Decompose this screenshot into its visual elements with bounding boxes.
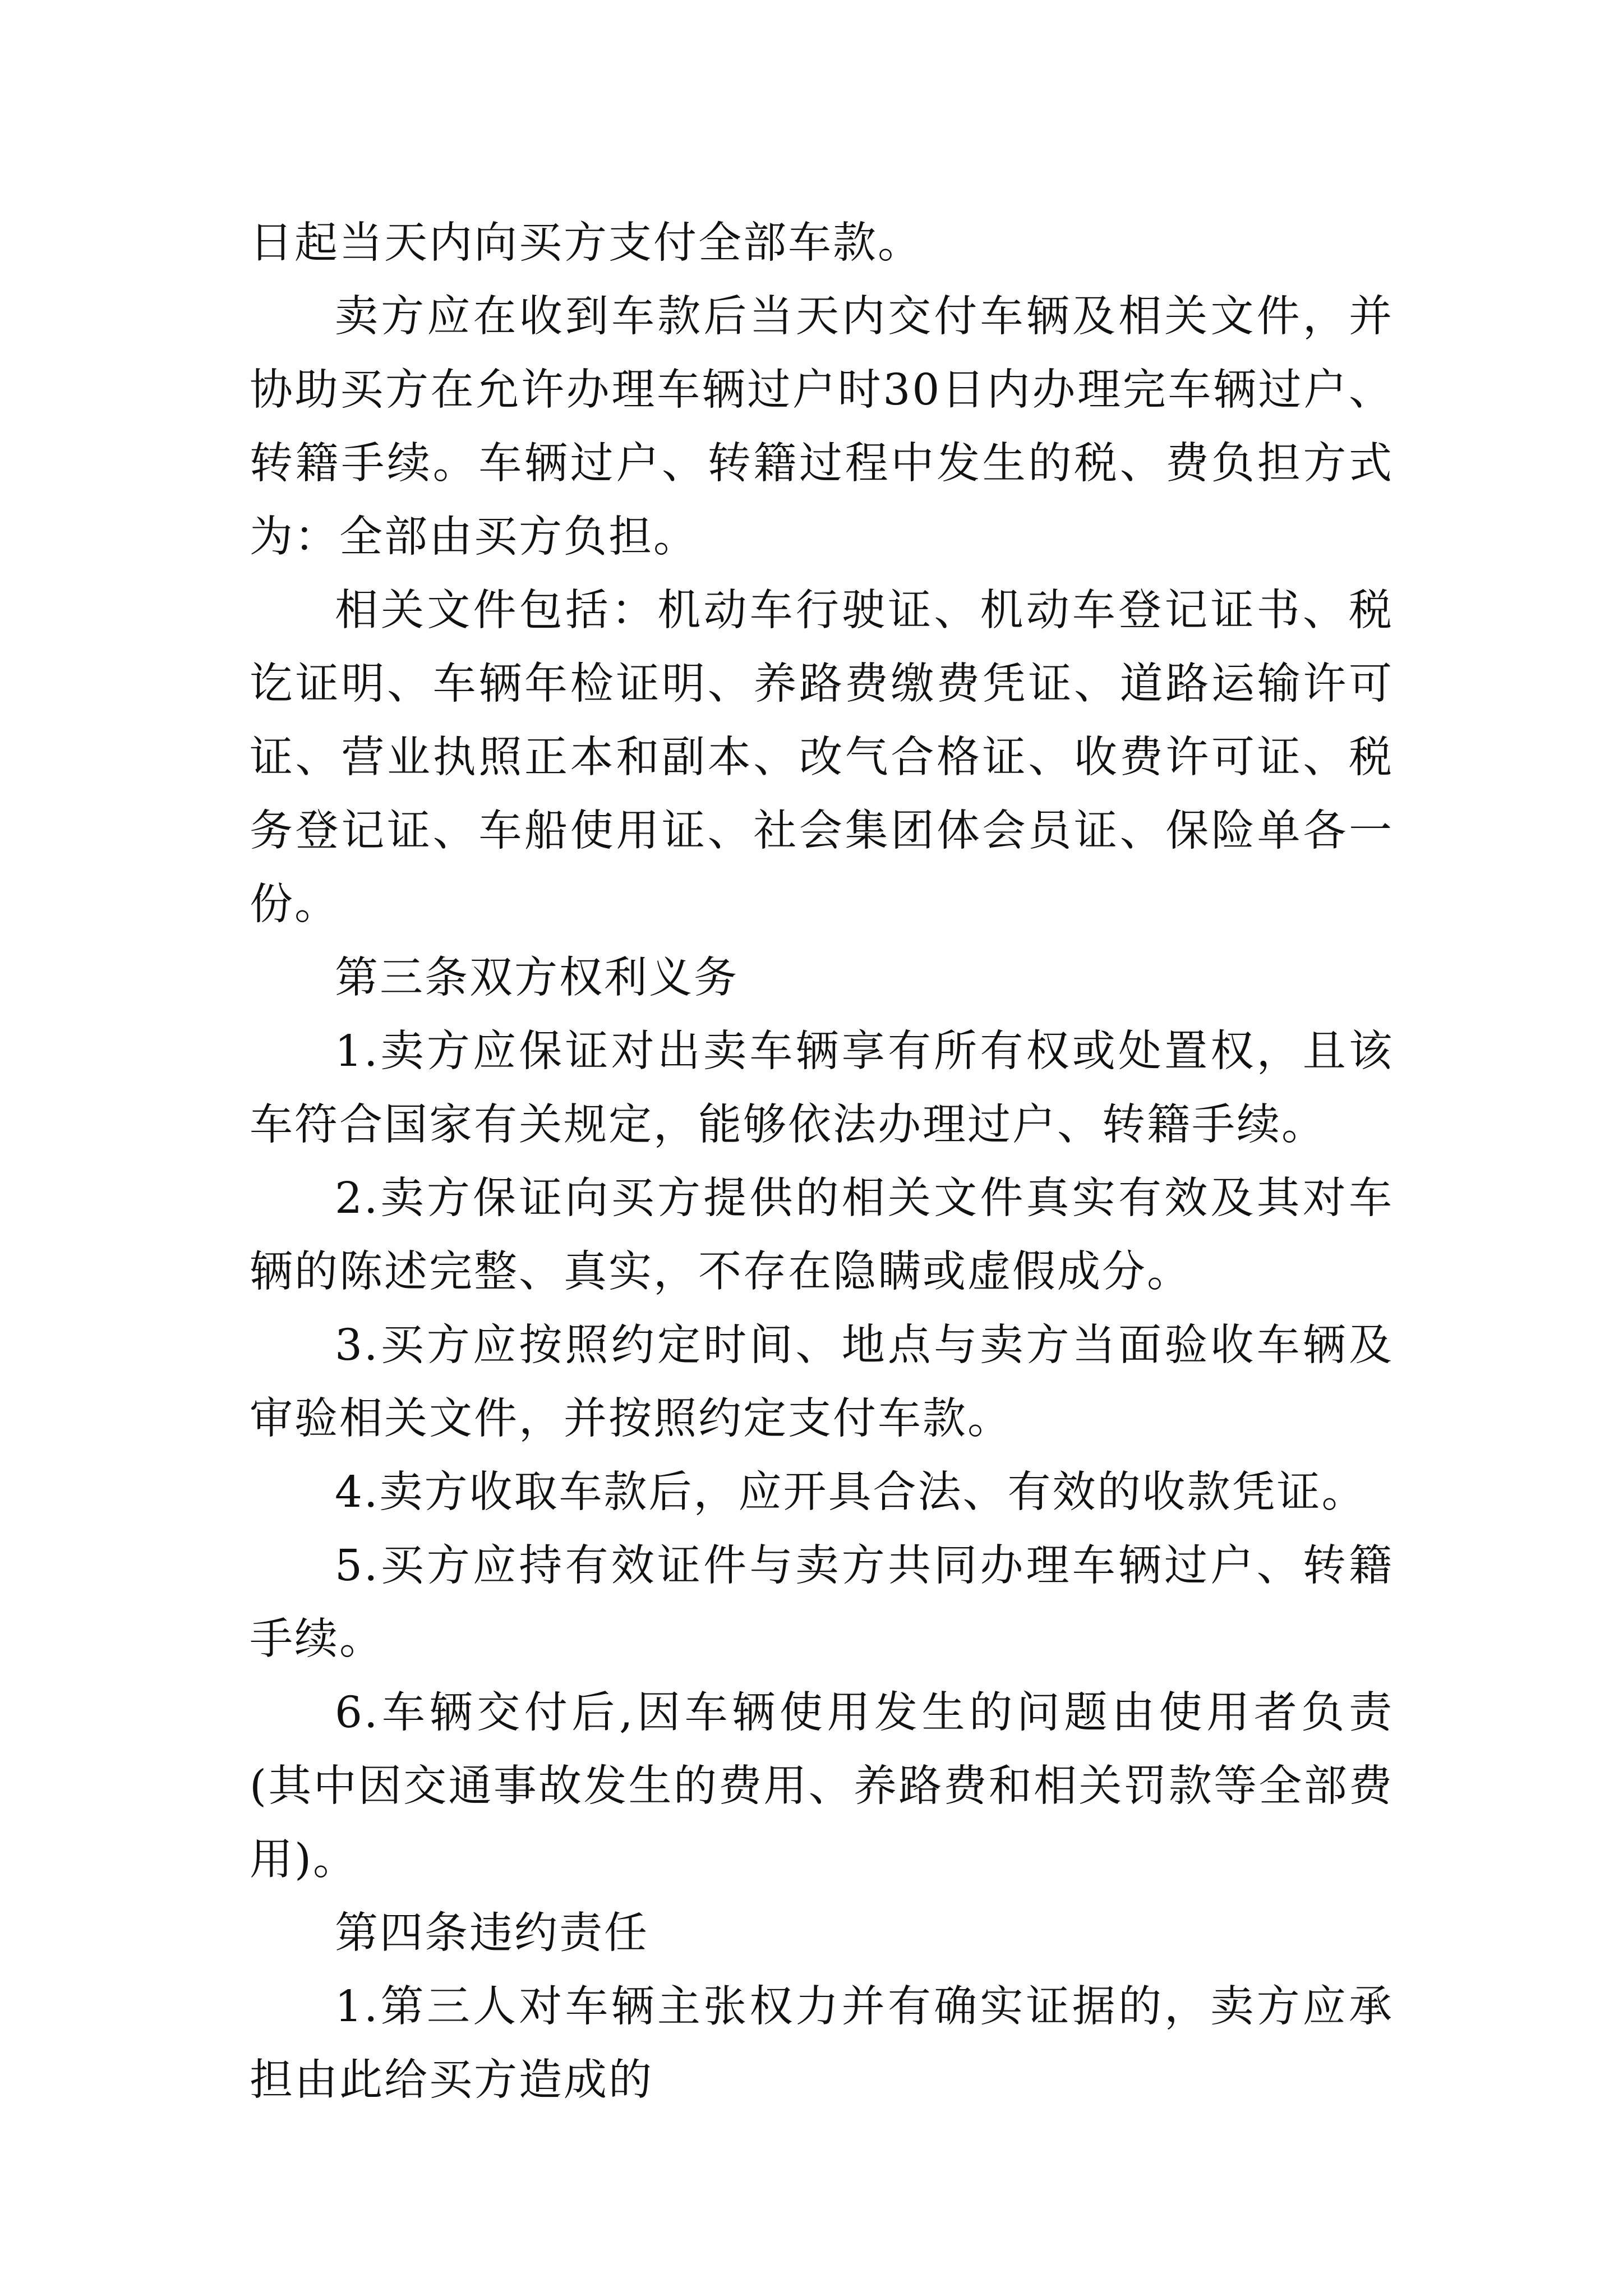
- paragraph-payment-continuation: 日起当天内向买方支付全部车款。: [250, 218, 923, 268]
- clause-3-1: 1.卖方应保证对出卖车辆享有所有权或处置权，且该车符合国家有关规定，能够依法办理过户、转籍手续。: [250, 1027, 1394, 1150]
- clause-3-3: 3.买方应按照约定时间、地点与卖方当面验收车辆及审验相关文件，并按照约定支付车款。: [250, 1320, 1394, 1444]
- clause-3-6: 6.车辆交付后,因车辆使用发生的问题由使用者负责(其中因交通事故发生的费用、养路费和相关罚款等全部费用)。: [250, 1688, 1394, 1885]
- heading-article-three: 第三条双方权利义务: [335, 953, 739, 1003]
- clause-4-1: 1.第三人对车辆主张权力并有确实证据的，卖方应承担由此给买方造成的: [250, 1982, 1394, 2105]
- clause-3-2: 2.卖方保证向买方提供的相关文件真实有效及其对车辆的陈述完整、真实，不存在隐瞒或虚假成分。: [250, 1174, 1394, 1297]
- heading-article-four: 第四条违约责任: [335, 1908, 649, 1958]
- paragraph-delivery-transfer: 卖方应在收到车款后当天内交付车辆及相关文件，并协助买方在允许办理车辆过户时30日内办理完车辆过户、转籍手续。车辆过户、转籍过程中发生的税、费负担方式为：全部由买方负担。: [250, 292, 1394, 562]
- paragraph-related-documents: 相关文件包括：机动车行驶证、机动车登记证书、税讫证明、车辆年检证明、养路费缴费凭证、道路运输许可证、营业执照正本和副本、改气合格证、收费许可证、税务登记证、车船使用证、社会集团体会员证、保险单各一份。: [250, 586, 1394, 930]
- clause-3-5: 5.买方应持有效证件与卖方共同办理车辆过户、转籍手续。: [250, 1541, 1394, 1664]
- document-body: [250, 206, 1394, 2117]
- clause-3-4: 4.卖方收取车款后，应开具合法、有效的收款凭证。: [335, 1467, 1367, 1517]
